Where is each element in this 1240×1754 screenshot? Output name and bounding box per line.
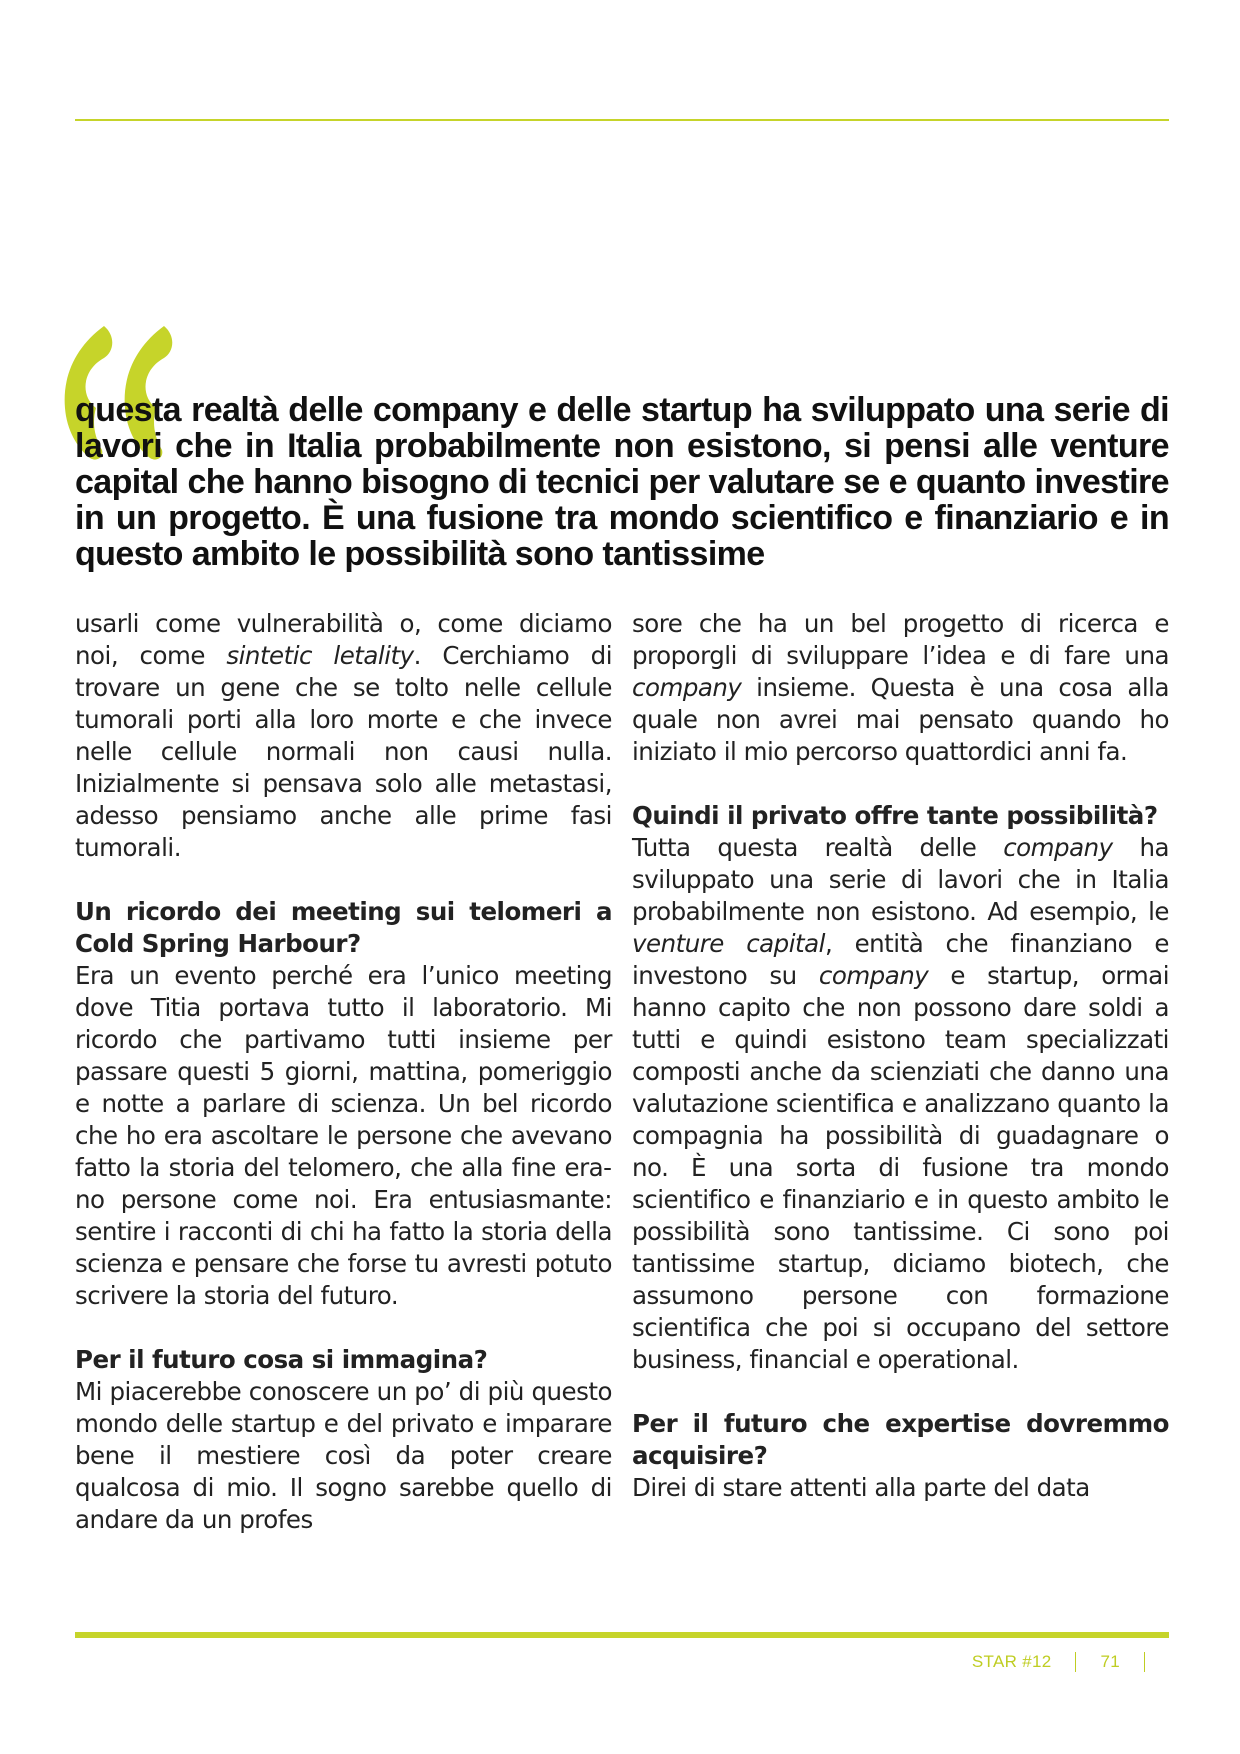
column-left — [75, 608, 612, 1536]
emphasis-term: company — [632, 673, 742, 702]
page-number: 71 — [1100, 1652, 1120, 1671]
answer-paragraph: Era un evento perché era l’unico meeting dove Titia portava tutto il laboratorio. Mi ricordo che partivamo tutti insieme per passare questi 5 giorni, mattina, pomeriggio e notte a parlare di scienza. Un bel ricordo che ho era ascoltare le persone che avevano fatto la storia del telomero, che alla fine erano persone come noi. Era entusiasmante: sentire i racconti di chi ha fatto la storia della scienza e pensare che forse tu avresti potuto scrivere la storia del futuro. — [75, 961, 612, 1310]
question-heading: Per il futuro cosa si immagina? — [75, 1345, 488, 1374]
answer-paragraph: Mi piacerebbe conoscere un po’ di più questo mondo delle startup e del privato e imparare bene il mestiere così da poter creare qualcosa di mio. Il sogno sarebbe quello di andare da un profes — [75, 1377, 612, 1534]
page-footer — [972, 1652, 1169, 1672]
top-rule — [75, 119, 1169, 121]
emphasis-term: sintetic letality — [226, 641, 414, 670]
footer-divider — [1075, 1652, 1076, 1672]
emphasis-term: company — [818, 961, 929, 990]
bottom-rule — [75, 1632, 1169, 1638]
emphasis-term: company — [1003, 833, 1113, 862]
question-heading: Per il futuro che expertise dovremmo acquisire? — [632, 1409, 1169, 1470]
pull-quote: questa realtà delle company e delle startup ha sviluppato una serie di lavori che in Italia probabilmente non esistono, si pensi alle venture capital che hanno bisogno di tecnici per valutare se e quanto investire in un progetto. È una fusione tra mondo scientifico e finanziario e in questo ambito le possibilità sono tantissime — [75, 391, 1169, 573]
footer-divider — [1144, 1652, 1145, 1672]
paragraph-intro: usarli come vulnerabilità o, come diciamo noi, come sintetic letality. Cerchiamo di trovare un gene che se tolto nelle cellule tumorali porti alla loro morte e che invece nelle cellule normali non causi nulla. Inizialmente si pensava solo alle metastasi, adesso pensiamo anche alle prime fasi tumorali. — [75, 609, 612, 862]
paragraph-continued: sore che ha un bel progetto di ricerca e proporgli di sviluppare l’idea e di fare una company insieme. Questa è una cosa alla quale non avrei mai pensato quando ho iniziato il mio percorso quattordici anni fa. — [632, 609, 1169, 766]
answer-paragraph: Direi di stare attenti alla parte del data — [632, 1473, 1090, 1502]
magazine-issue: STAR #12 — [971, 1652, 1052, 1671]
column-right — [632, 608, 1169, 1504]
emphasis-term: venture capital — [632, 929, 825, 958]
question-heading: Quindi il privato offre tante possibilità? — [632, 801, 1158, 830]
question-heading: Un ricordo dei meeting sui telomeri a Cold Spring Harbour? — [75, 897, 612, 958]
answer-paragraph: Tutta questa realtà delle company ha sviluppato una serie di lavori che in Italia probabilmente non esistono. Ad esempio, le venture capital, entità che finanziano e investono su company e startup, ormai hanno capito che non possono dare soldi a tutti e quindi esistono team specializzati composti anche da scienziati che danno una valutazione scientifica e analizzano quanto la compagnia ha possibilità di guadagnare o no. È una sorta di fusione tra mondo scientifico e finanziario e in questo ambito le possibilità sono tantissime. Ci sono poi tantissime startup, diciamo biotech, che assumono persone con formazione scientifica che poi si occupano del settore business, financial e operational. — [632, 833, 1170, 1374]
